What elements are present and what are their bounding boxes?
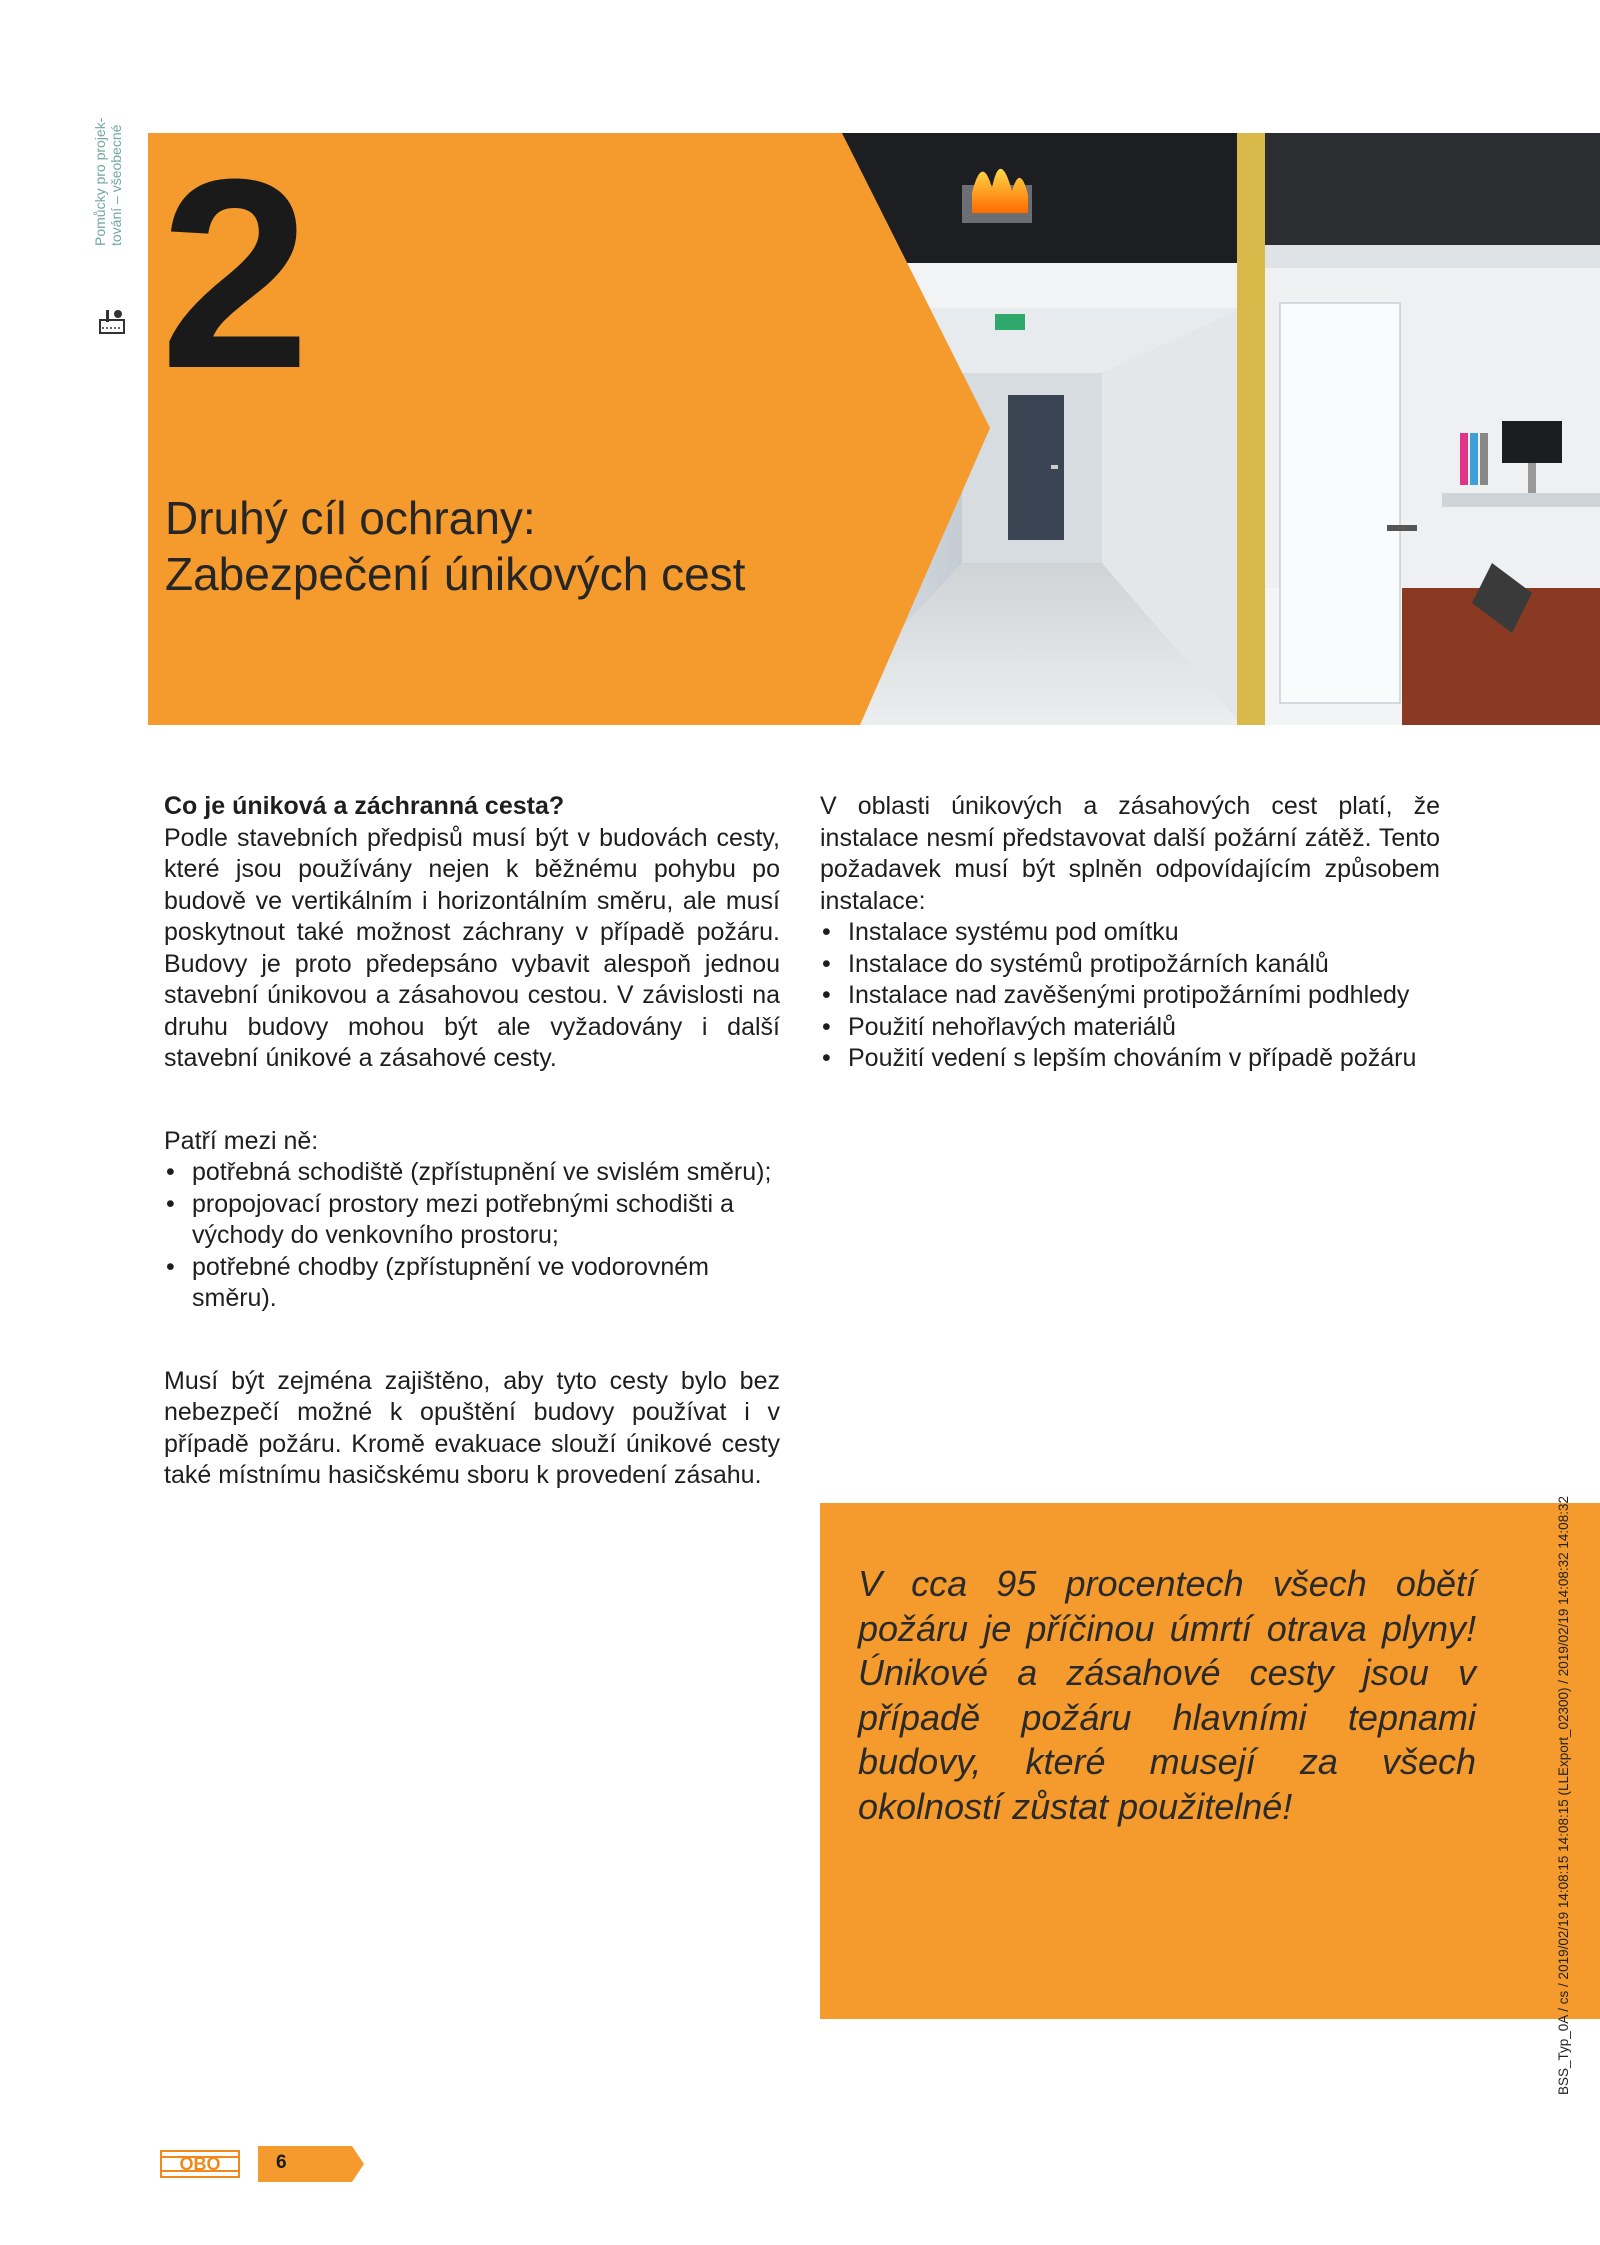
section-heading: Co je úniková a záchranná cesta? [164, 792, 565, 820]
list-item: • potřebná schodiště (zpřístupnění ve svislém směru); [164, 1157, 780, 1189]
escape-route-types-list [164, 1157, 780, 1315]
chapter-title [165, 490, 805, 602]
list-item: • Použití nehořlavých materiálů [820, 1012, 1440, 1044]
left-column [164, 791, 780, 1492]
list-item: • Instalace nad zavěšenými protipožárními podhledy [820, 980, 1440, 1012]
section-side-label: Pomůcky pro projek-tování – všeobecné [92, 117, 124, 246]
page-number: 6 [276, 2152, 287, 2173]
installation-methods-list [820, 917, 1440, 1075]
safety-paragraph: Musí být zejména zajištěno, aby tyto cesty bylo bez nebezpečí možné k opuštění budovy používat i v případě požáru. Kromě evakuace slouží únikové cesty také místnímu hasičskému sboru k provedení zásahu. [164, 1366, 780, 1489]
list-item: • propojovací prostory mezi potřebnými schodišti a východy do venkovního prostoru; [164, 1189, 780, 1252]
chapter-title-line1: Druhý cíl ochrany: [165, 492, 536, 544]
list-item: • Použití vedení s lepším chováním v případě požáru [820, 1043, 1440, 1075]
obo-logo [160, 2148, 240, 2180]
installation-paragraph: V oblasti únikových a zásahových cest platí, že instalace nesmí představovat další požární zátěž. Tento požadavek musí být splněn odpovídajícím způsobem instalace: [820, 792, 1440, 915]
callout-text: V cca 95 procentech všech obětí požáru je příčinou úmrtí otrava plyny! Únikové a zásahové cesty jsou v případě požáru hlavními tepnami budovy, které musejí za všech okolností zůstat použitelné! [858, 1563, 1476, 1827]
planning-tools-icon [98, 306, 128, 336]
list-item: • Instalace systému pod omítku [820, 917, 1440, 949]
chapter-title-line2: Zabezpečení únikových cest [165, 548, 746, 600]
list-item: • potřebné chodby (zpřístupnění ve vodorovném směru). [164, 1252, 780, 1315]
export-meta-line: BSS_Typ_0A / cs / 2019/02/19 14:08:15 14:08:15 (LLExport_02300) / 2019/02/19 14:08:32 14:08:32 [1556, 1496, 1571, 2095]
list-intro: Patří mezi ně: [164, 1126, 319, 1155]
page-number-tab [258, 2146, 364, 2182]
list-item: • Instalace do systémů protipožárních kanálů [820, 949, 1440, 981]
logo-text: OBO [179, 2154, 221, 2174]
header-arrow-point [842, 133, 1002, 725]
right-column [820, 791, 1440, 1075]
chapter-number: 2 [160, 124, 303, 425]
intro-paragraph: Podle stavebních předpisů musí být v budovách cesty, které jsou používány nejen k běžnému pohybu po budově ve vertikálním i horizontálním směru, ale musí poskytnout také možnost záchrany v případě požáru. Budovy je proto předepsáno vybavit alespoň jednou stavební únikovou a zásahovou cestou. V závislosti na druhu budovy mohou být ale vyžadovány i další stavební únikové a zásahové cesty. [164, 823, 780, 1072]
